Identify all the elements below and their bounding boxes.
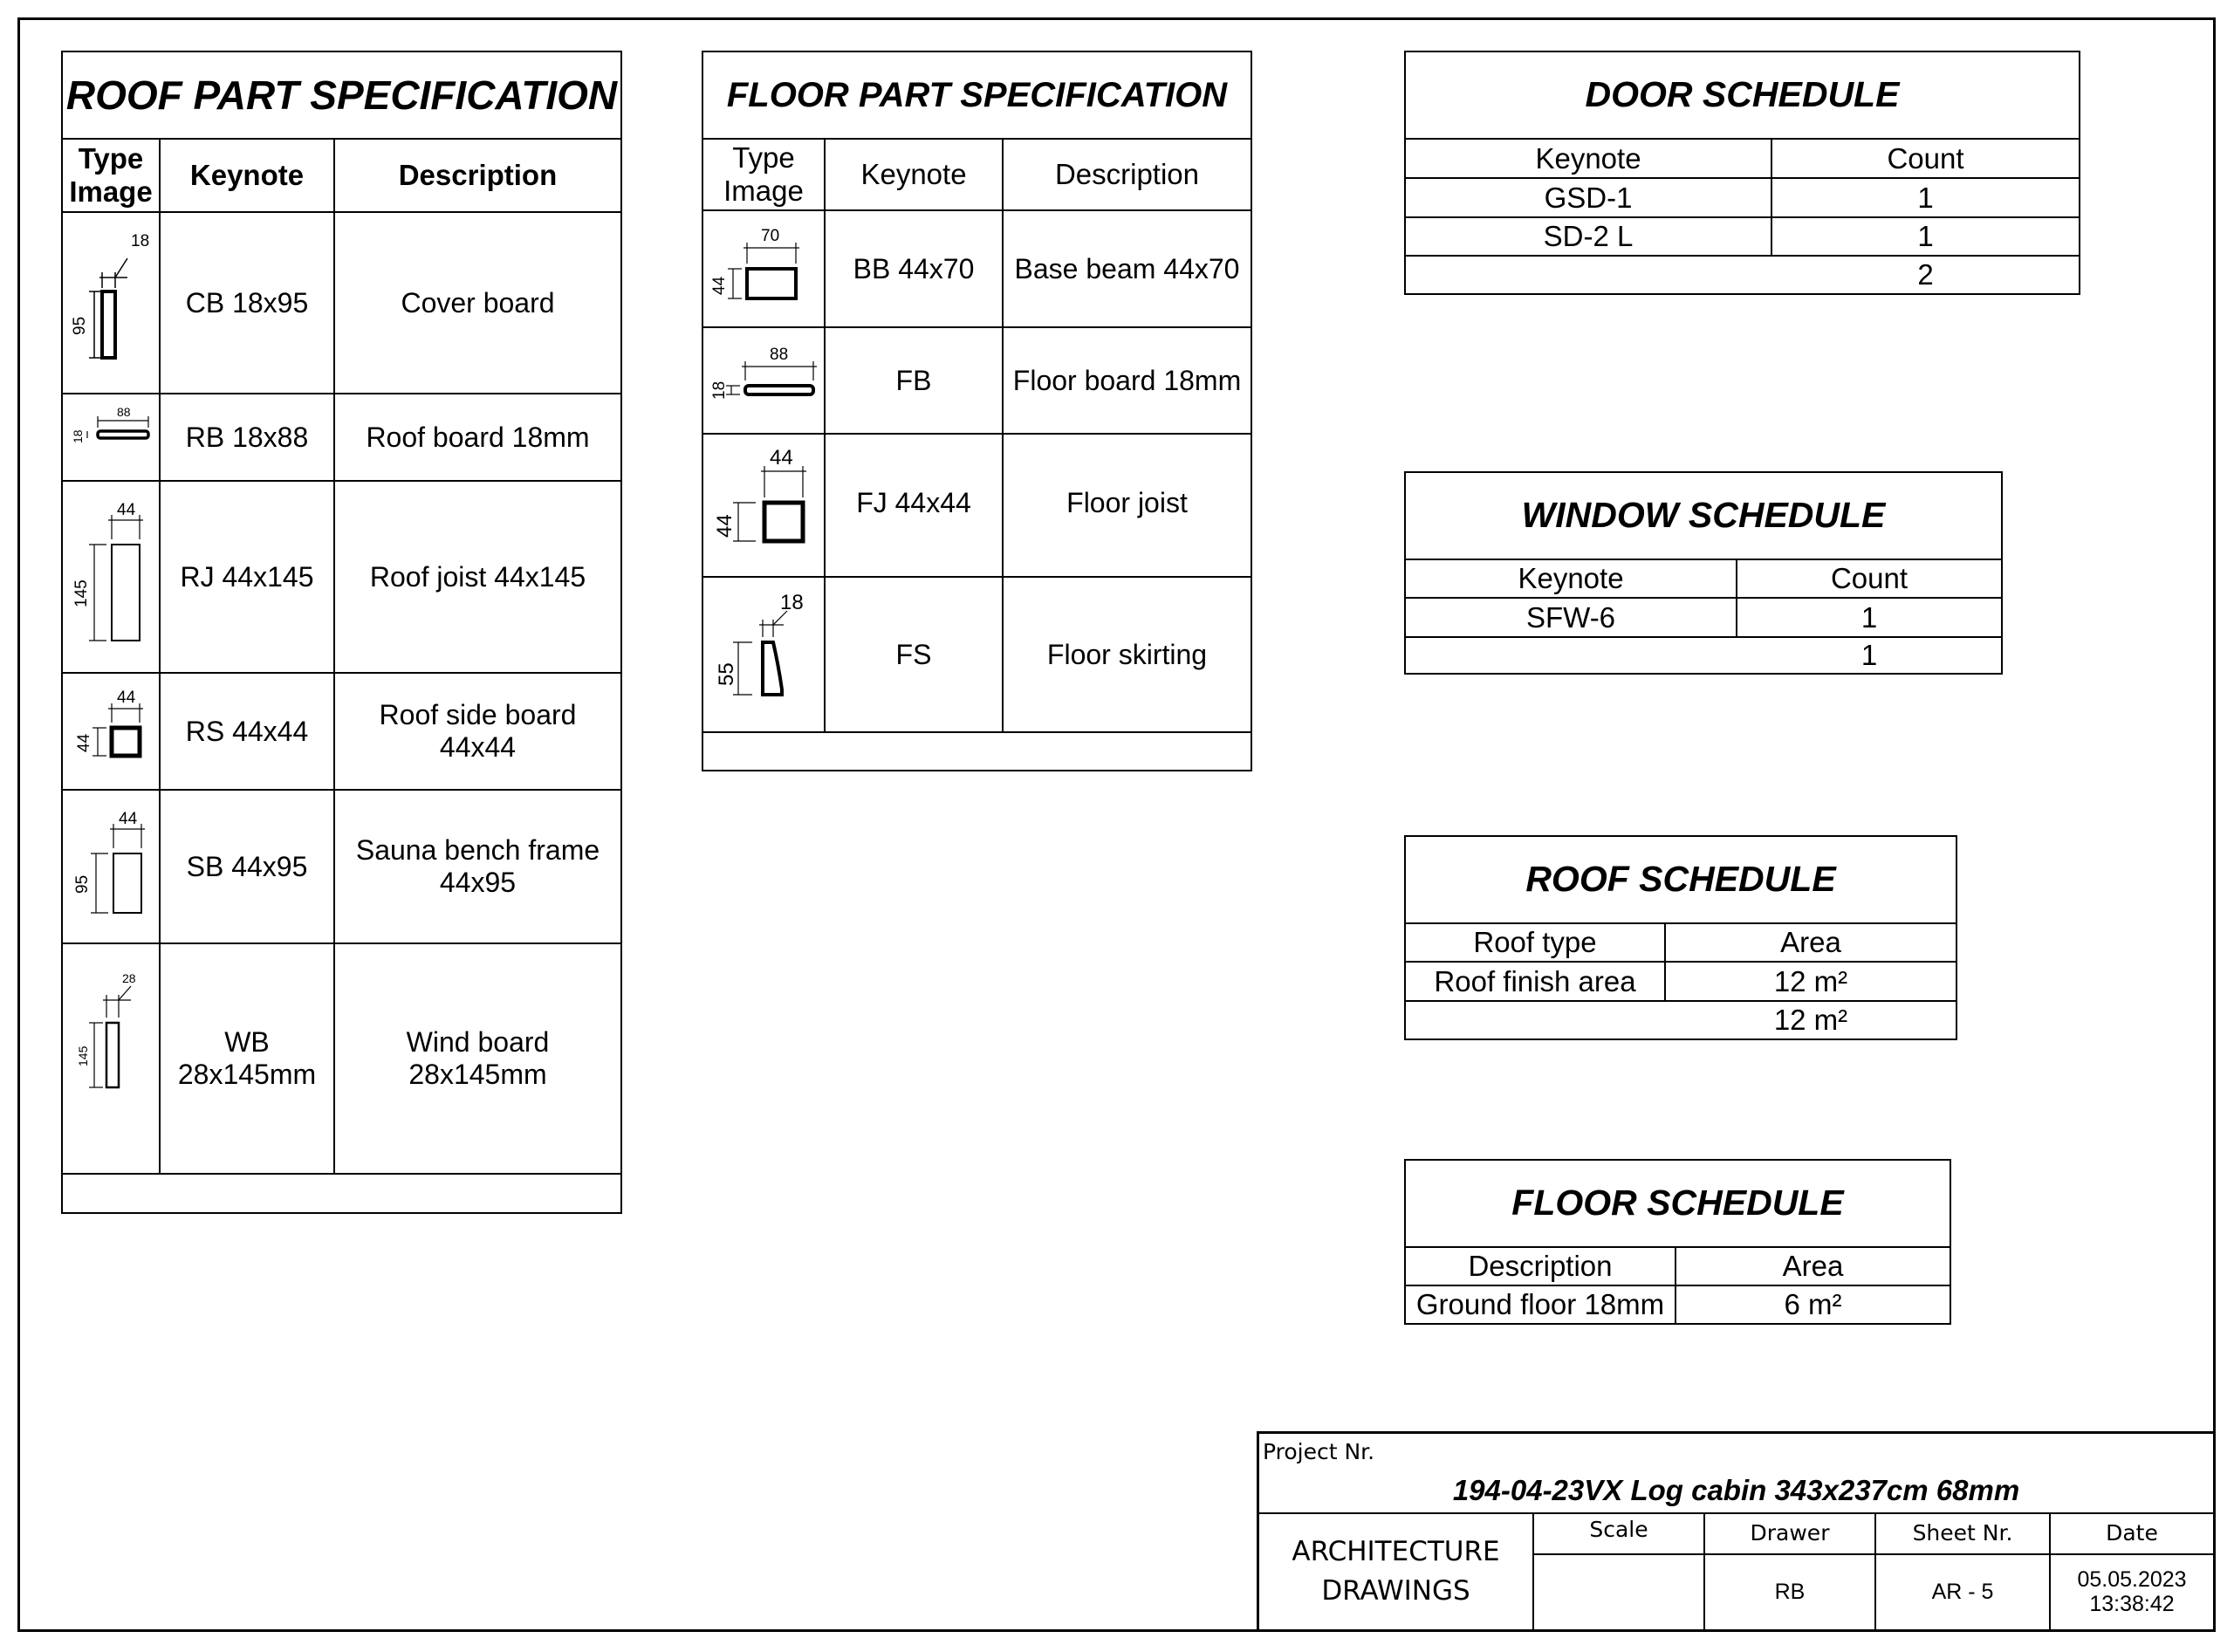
- drawer-value: RB: [1774, 1580, 1806, 1605]
- window-schedule-header-count: Count: [1830, 562, 1908, 595]
- door-schedule-row-1-keynote: GSD-1: [1544, 181, 1633, 214]
- roof-side-board-dim-width: 44: [117, 689, 136, 707]
- window-schedule-table: [1404, 471, 2003, 675]
- door-schedule-row-2-keynote: SD-2 L: [1543, 220, 1634, 253]
- floor-spec-row-3-description: Floor joist: [1066, 487, 1188, 518]
- floor-board-dim-height: 18: [710, 380, 729, 400]
- scale-label: Scale: [1589, 1516, 1648, 1542]
- floor-spec-row-3-keynote: FJ 44x44: [856, 487, 971, 518]
- roof-spec-row-5-keynote: SB 44x95: [186, 850, 308, 882]
- floor-joist-profile-icon: [703, 435, 824, 576]
- wind-board-profile-icon: [63, 944, 159, 1173]
- roof-spec-header-keynote: Keynote: [189, 159, 305, 192]
- roof-schedule-total: 12 m²: [1773, 1004, 1848, 1037]
- floor-schedule-title: FLOOR SCHEDULE: [1511, 1182, 1844, 1224]
- roof-spec-row-1-keynote: CB 18x95: [185, 286, 309, 319]
- floor-spec-row-4-keynote: FS: [895, 638, 932, 670]
- floor-spec-title: FLOOR PART SPECIFICATION: [726, 76, 1228, 114]
- floor-joist-dim-width: 44: [770, 446, 793, 470]
- floor-schedule-header-area: Area: [1782, 1250, 1844, 1283]
- roof-schedule-header-area: Area: [1780, 926, 1841, 959]
- floor-schedule-header-description: Description: [1468, 1250, 1613, 1283]
- floor-board-profile-icon: [703, 328, 824, 433]
- date-value: [2051, 1555, 2213, 1629]
- roof-part-specification-table: [61, 51, 622, 1214]
- window-schedule-header-keynote: Keynote: [1518, 562, 1624, 595]
- sauna-bench-dim-width: 44: [119, 810, 138, 828]
- sheet-nr-label: Sheet Nr.: [1912, 1520, 2013, 1546]
- floor-spec-header-description: Description: [1054, 158, 1200, 191]
- floor-spec-header-type-image: Type Image: [723, 141, 804, 207]
- window-schedule-row-1-keynote: SFW-6: [1525, 600, 1616, 634]
- roof-spec-row-3-keynote: RJ 44x145: [180, 560, 314, 593]
- door-schedule-total: 2: [1917, 258, 1934, 291]
- floor-spec-row-1-description: Base beam 44x70: [1014, 252, 1240, 284]
- date-label: Date: [2106, 1520, 2158, 1546]
- door-schedule-header-count: Count: [1887, 141, 1964, 175]
- roof-joist-profile-icon: [63, 482, 159, 672]
- roof-spec-row-3-description: Roof joist 44x145: [369, 560, 586, 593]
- base-beam-dim-height: 44: [710, 276, 729, 295]
- roof-spec-row-4-keynote: RS 44x44: [185, 715, 309, 747]
- sheet-nr-value: AR - 5: [1931, 1580, 1994, 1605]
- roof-side-board-profile-icon: [63, 674, 159, 789]
- floor-spec-row-2-description: Floor board 18mm: [1012, 364, 1242, 396]
- base-beam-profile-icon: [703, 211, 824, 326]
- floor-skirting-dim-width: 18: [780, 591, 804, 614]
- roof-spec-row-6-description: Wind board 28x145mm: [406, 1026, 550, 1090]
- roof-spec-row-5-description: Sauna bench frame 44x95: [355, 834, 600, 898]
- floor-schedule-row-1-area: 6 m²: [1784, 1288, 1842, 1321]
- roof-spec-header-description: Description: [398, 159, 558, 192]
- drawer-label: Drawer: [1750, 1520, 1830, 1546]
- roof-board-dim-width: 88: [117, 405, 131, 419]
- roof-schedule-header-roof-type: Roof type: [1473, 926, 1597, 959]
- drawing-type: [1259, 1514, 1532, 1629]
- roof-joist-dim-width: 44: [117, 501, 136, 519]
- window-schedule-total: 1: [1861, 639, 1878, 672]
- roof-spec-row-1-description: Cover board: [401, 286, 555, 319]
- floor-skirting-dim-height: 55: [715, 662, 738, 686]
- roof-board-profile-icon: [63, 394, 159, 480]
- door-schedule-table: [1404, 51, 2080, 295]
- floor-skirting-profile-icon: [703, 578, 824, 731]
- sauna-bench-profile-icon: [63, 791, 159, 943]
- floor-joist-dim-height: 44: [713, 514, 737, 538]
- date-value-time: 13:38:42: [2089, 1591, 2175, 1616]
- door-schedule-row-2-count: 1: [1917, 220, 1934, 253]
- roof-spec-row-6-keynote: WB 28x145mm: [177, 1026, 317, 1090]
- roof-schedule-title: ROOF SCHEDULE: [1525, 859, 1836, 900]
- floor-part-specification-table: [702, 51, 1252, 771]
- floor-spec-row-4-description: Floor skirting: [1046, 638, 1208, 670]
- floor-schedule-row-1-description: Ground floor 18mm: [1415, 1288, 1665, 1321]
- roof-spec-row-2-keynote: RB 18x88: [185, 421, 309, 453]
- door-schedule-row-1-count: 1: [1917, 181, 1934, 214]
- cover-board-dim-height: 95: [71, 316, 89, 335]
- wind-board-dim-height: 145: [76, 1045, 90, 1066]
- floor-spec-row-1-keynote: BB 44x70: [853, 252, 975, 284]
- door-schedule-header-keynote: Keynote: [1535, 141, 1641, 175]
- roof-board-dim-height: 18: [71, 429, 85, 443]
- floor-schedule-table: [1404, 1159, 1951, 1325]
- door-schedule-title: DOOR SCHEDULE: [1585, 74, 1900, 115]
- roof-schedule-row-1-type: Roof finish area: [1434, 964, 1636, 997]
- cover-board-profile-icon: [63, 213, 159, 393]
- floor-spec-header-keynote: Keynote: [860, 158, 967, 191]
- roof-schedule-table: [1404, 835, 1957, 1040]
- title-block: [1257, 1431, 2216, 1632]
- project-name: 194-04-23VX Log cabin 343x237cm 68mm: [1452, 1474, 2020, 1507]
- drawing-type-line1: ARCHITECTURE: [1292, 1536, 1500, 1568]
- project-nr-label: Project Nr.: [1263, 1439, 1375, 1464]
- roof-spec-row-2-description: Roof board 18mm: [366, 421, 590, 453]
- cover-board-dim-width: 18: [131, 232, 150, 250]
- base-beam-dim-width: 70: [761, 227, 780, 245]
- roof-joist-dim-height: 145: [72, 579, 91, 607]
- wind-board-dim-width: 28: [122, 971, 136, 985]
- roof-spec-header-type-image: Type Image: [69, 142, 153, 208]
- roof-schedule-row-1-area: 12 m²: [1773, 964, 1848, 997]
- roof-side-board-dim-height: 44: [75, 733, 93, 752]
- floor-spec-row-2-keynote: FB: [895, 364, 932, 396]
- roof-spec-row-4-description: Roof side board 44x44: [379, 699, 577, 763]
- scale-value: [1534, 1555, 1703, 1629]
- date-value-date: 05.05.2023: [2077, 1567, 2187, 1592]
- window-schedule-row-1-count: 1: [1861, 600, 1878, 634]
- floor-board-dim-width: 88: [770, 346, 789, 364]
- roof-spec-title: ROOF PART SPECIFICATION: [65, 72, 618, 118]
- sauna-bench-dim-height: 95: [73, 874, 92, 894]
- window-schedule-title: WINDOW SCHEDULE: [1521, 495, 1886, 536]
- drawing-type-line2: DRAWINGS: [1321, 1575, 1470, 1607]
